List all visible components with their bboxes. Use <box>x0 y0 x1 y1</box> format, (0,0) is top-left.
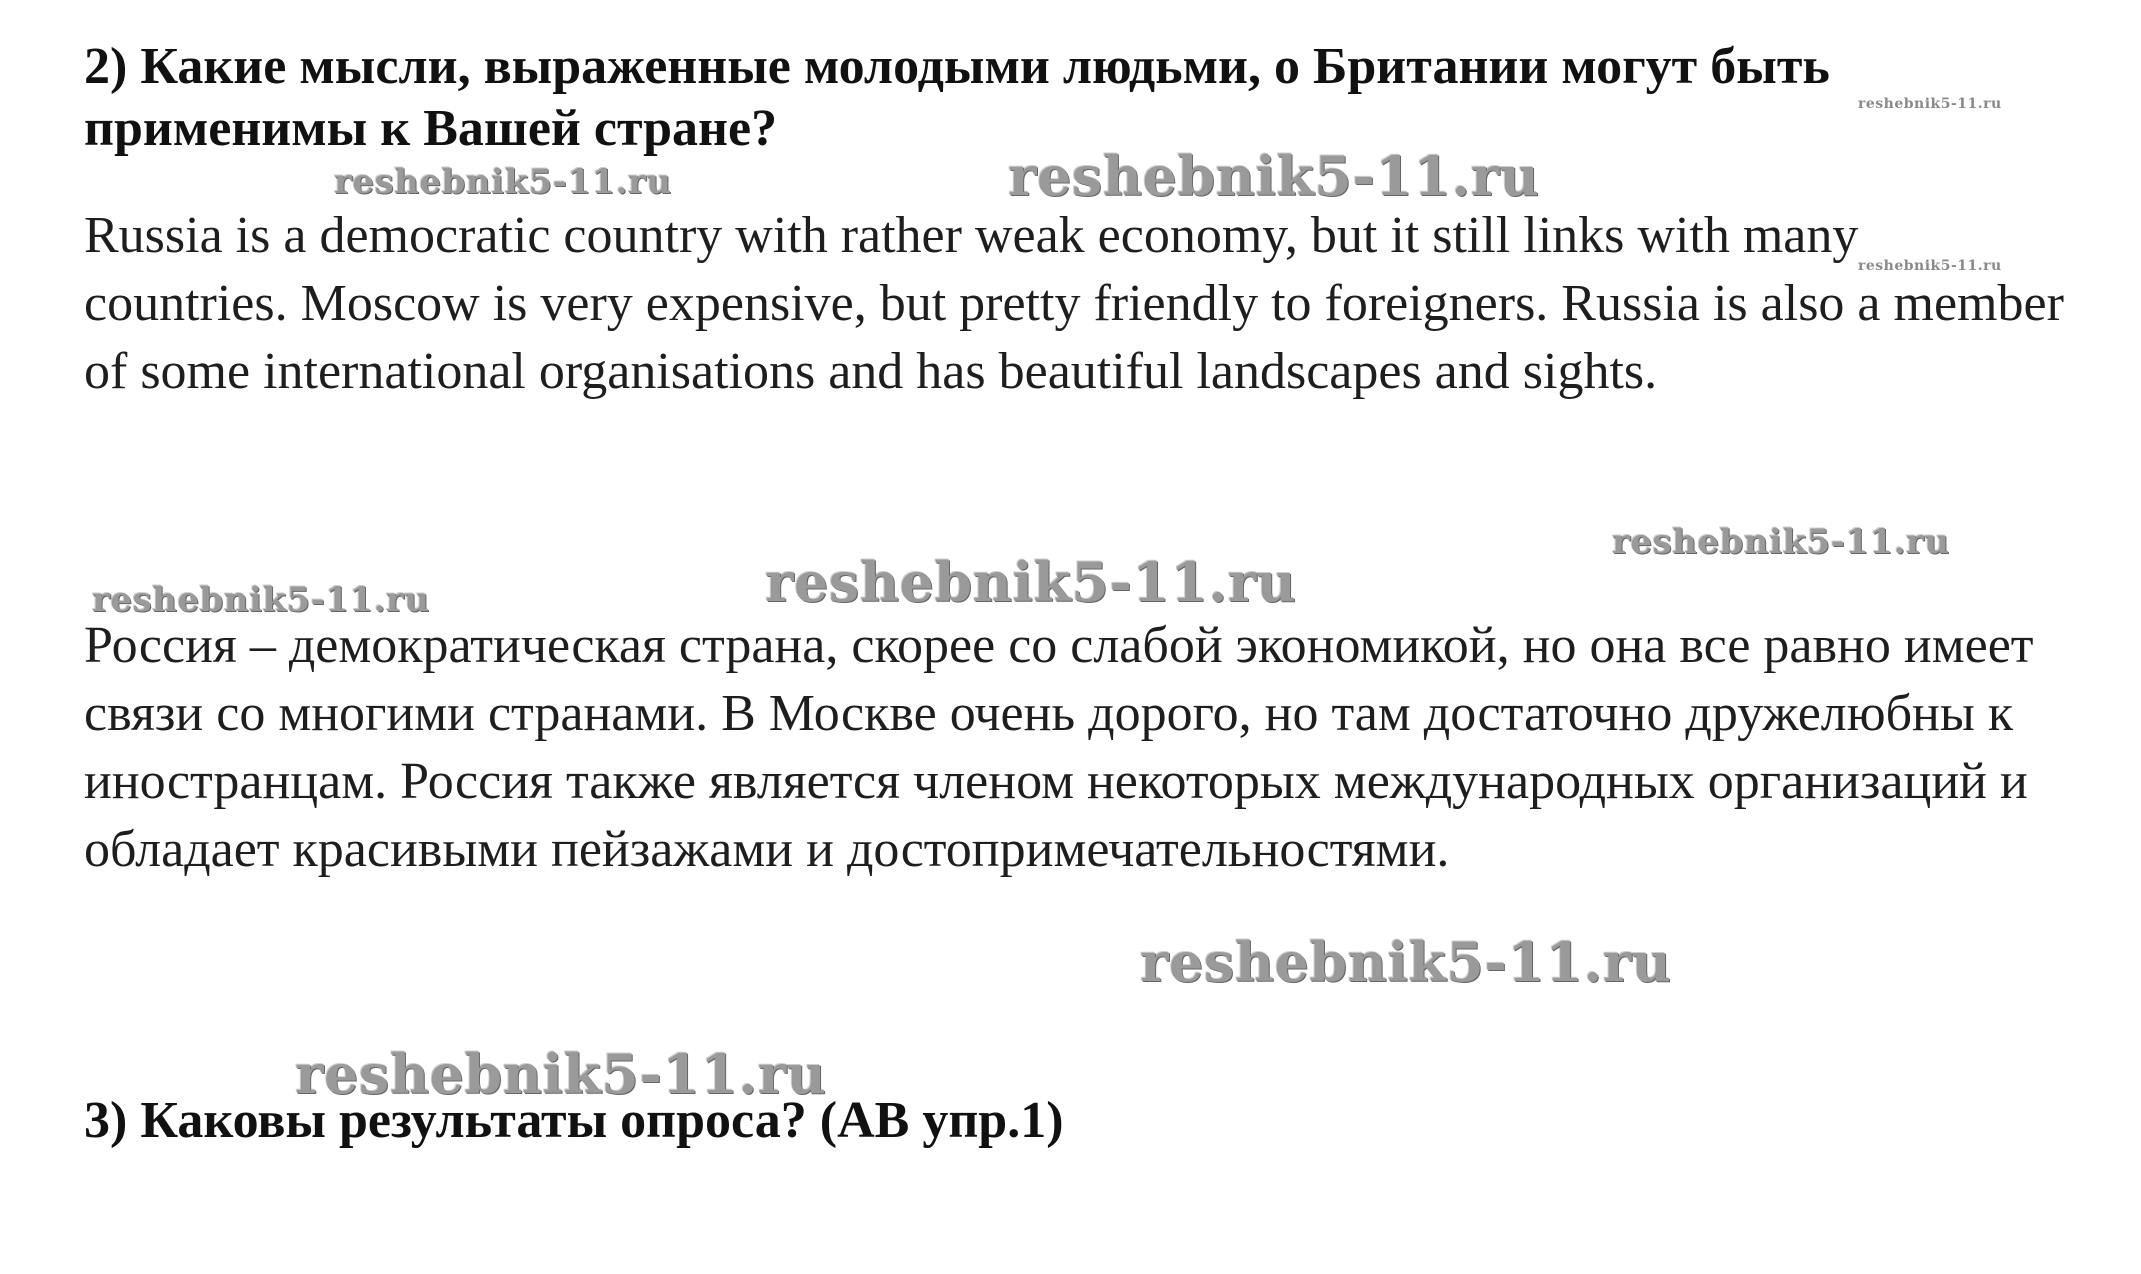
watermark: reshebnik5-11.ru <box>334 162 672 202</box>
watermark: reshebnik5-11.ru <box>1140 930 1672 994</box>
watermark: reshebnik5-11.ru <box>295 1042 827 1106</box>
watermark: reshebnik5-11.ru <box>1008 144 1540 208</box>
question-3-heading: 3) Каковы результаты опроса? (AB упр.1) <box>84 1092 1064 1149</box>
watermark: reshebnik5-11.ru <box>765 550 1297 614</box>
watermark: reshebnik5-11.ru <box>1858 258 2002 274</box>
watermark: reshebnik5-11.ru <box>92 580 430 620</box>
russian-answer-paragraph: Россия – демократическая страна, скорее со слабой экономикой, но она все равно имеет связи со многими странами. В Москве очень дорого, но там достаточно дружелюбны к иностранцам. Россия также является членом некоторых международных организаций и обладает красивыми пейзажами и достопримечательностями. <box>84 617 2034 878</box>
question-2-heading: 2) Какие мысли, выраженные молодыми людьми, о Британии могут быть применимы к Вашей стране? <box>84 38 1830 157</box>
watermark: reshebnik5-11.ru <box>1612 522 1950 562</box>
watermark: reshebnik5-11.ru <box>1858 96 2002 112</box>
english-answer-paragraph: Russia is a democratic country with rather weak economy, but it still links with many countries. Moscow is very expensive, but pretty friendly to foreigners. Russia is also a member of some international organisations and has beautiful landscapes and sights. <box>84 207 2064 400</box>
